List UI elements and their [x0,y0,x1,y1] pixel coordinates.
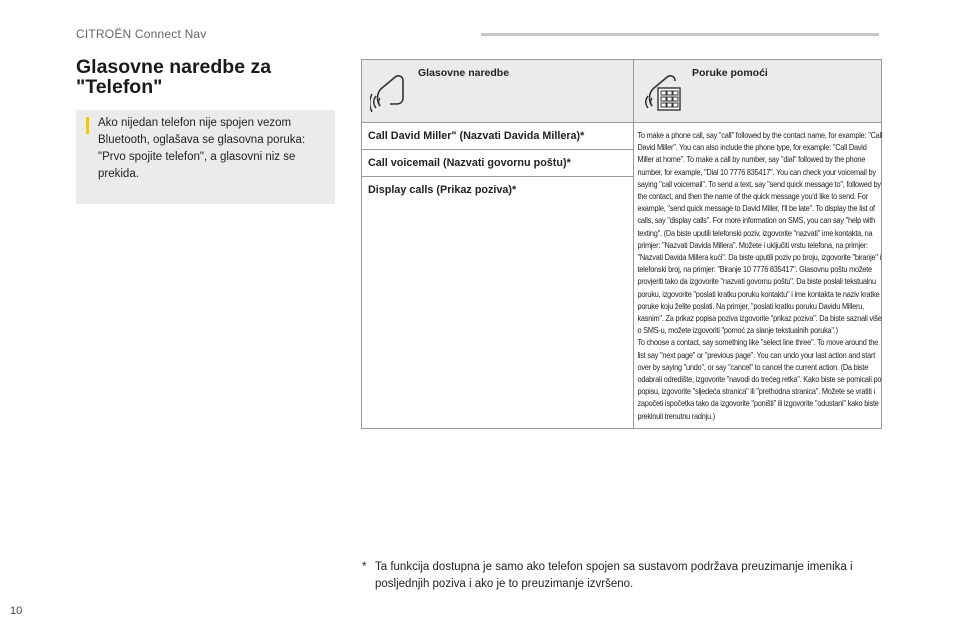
help-cell [634,123,882,429]
command-label: Call David Miller" (Nazvati Davida Millera) [368,130,581,142]
help-header-cell [634,60,882,123]
help-message-icon [642,66,682,118]
section-title-line1: Glasovne naredbe za [76,56,272,78]
footnote-star: * [362,561,367,573]
command-label: Call voicemail (Nazvati govornu poštu) [368,157,567,169]
running-header: CITROËN Connect Nav [76,27,207,41]
command-item [362,123,633,150]
help-header-label: Poruke pomoći [692,67,768,79]
command-item [362,150,633,177]
page-number: 10 [10,605,23,617]
help-paragraph: To make a phone call, say "call" followed by the contact name, for example: "Call David Miller". You can also include the phone type, for example: "Call David Miller at home". To make a call by number, say "dial" followed by the phone number, for example, "Dial 10 7776 835417". You can check your voicemail by saying "call voicemail". To send a text, say "send quick message to", followed by the contact, and then the name of the quick message you'd like to send. For example, "send quick message to David Miller, I'll be late". To display the list of calls, say "display calls". For more information on SMS, you can say "help with texting". (Da biste uputili telefonski poziv, izgovorite "nazvati" ime kontakta, na primjer: "Nazvati Davida Millera". Možete i uključiti vrstu telefona, na primjer: "Nazvati Davida Millera kući". Da biste uputili poziv po broju, izgovorite "biranje" i telefonski broj, na primjer: "Biranje 10 7776 835417". Glasovnu poštu možete provjeriti tako da izgovorite "nazvati govornu poštu". Da biste poslali tekstualnu poruku, izgovorite "poslati kratku poruku kontaktu" i ime kontakta te naziv kratke poruke koju želite poslati. Na primjer, "poslati kratku poruku Davidu Milleru, kasnim". Za prikaz popisa poziva izgovorite "prikaz poziva". Da biste saznali više o SMS-u, možete izgovoriti "pomoć za slanje tekstualnih poruka".) [637,130,883,336]
header-rule [481,33,879,36]
help-paragraph: To choose a contact, say something like "select line three". To move around the list say "next page" or "previous page". You can undo your last action and start over by saying "undo", or say "cancel" to cancel the current action. (Da biste odabrali odredište, izgovorite "navodi do trećeg retka". Kako biste se pomicali po popisu, izgovorite "sljedeća stranica" ili "prethodna stranica". Možete se vratiti i započeti ispočetka tako da izgovorite "poništi" ili izgovorite "odustani" kako biste prekinuli trenutnu radnju.) [637,337,882,421]
command-item [362,177,633,203]
commands-header-cell [362,60,634,123]
info-note-accent-bar [86,117,89,134]
section-title-line2: "Telefon" [76,76,163,98]
section-title [76,57,271,97]
command-label: Display calls (Prikaz poziva) [368,184,513,196]
footnote-mark: * [566,157,571,169]
voice-commands-table [361,59,882,429]
commands-cell [362,123,634,429]
commands-header-label: Glasovne naredbe [418,67,510,79]
footnote-mark: * [580,130,585,142]
footnote-text: Ta funkcija dostupna je samo ako telefon spojen sa sustavom podržava preuzimanje imenika i posljednjih poziva i ako je to preuzimanje izvršeno. [375,561,853,590]
voice-command-icon [370,66,410,118]
info-note-text: Ako nijedan telefon nije spojen vezom Bluetooth, oglašava se glasovna poruka: "Prvo spojite telefon", a glasovni niz se prekida. [98,117,306,180]
footnote-mark: * [512,184,517,196]
footnote [362,559,882,593]
table-header-row [362,60,882,123]
table-body-row [362,123,882,429]
